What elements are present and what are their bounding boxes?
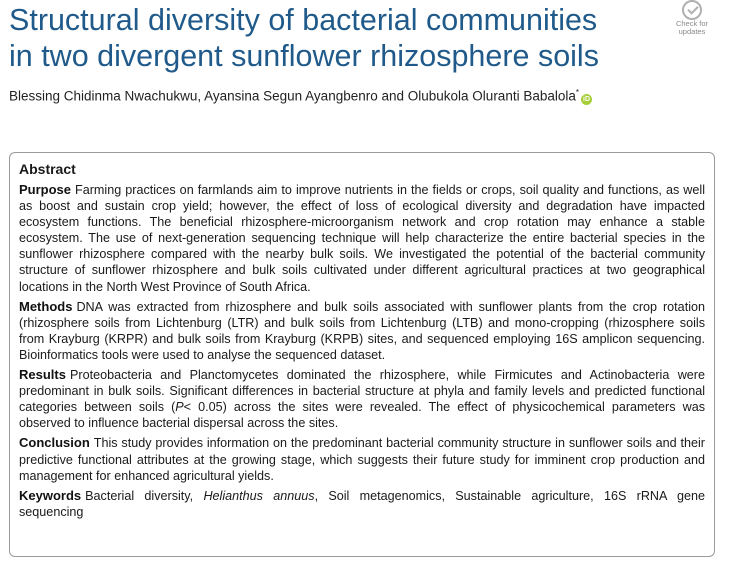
abstract-heading: Abstract xyxy=(19,161,76,177)
corresponding-author-mark: * xyxy=(575,88,579,97)
results-text-2: < 0.05) across the sites were revealed. The effect of physicochemical parameters was observed to influence bacterial dispersal across the sites. xyxy=(19,400,705,431)
purpose-text: Farming practices on farmlands aim to improve nutrients in the fields or crops, soil quality and functions, as well as boost and sustain crop yield; however, the effect of loss of ecological diversity and degradation have impacted ecosystem functions. The beneficial rhizosphere-microorganism network and crop rotation may enhance a stable ecosystem. The use of next-generation sequencing technique will help characterize the entire bacterial species in the sunflower rhizosphere compared with the nearby bulk soils. We investigated the potential of the bacterial community structure of sunflower rhizosphere and bulk soils cultivated under different agricultural practices at two geographical locations in the North West Province of South Africa. xyxy=(19,183,705,294)
paper-title xyxy=(9,2,649,74)
abstract-keywords xyxy=(19,488,705,520)
conclusion-label: Conclusion xyxy=(19,435,90,451)
results-p-symbol: P xyxy=(175,400,184,415)
keywords-italic: Helianthus annuus xyxy=(203,488,315,503)
results-text-1: Proteobacteria and Planctomycetes dominated the rhizosphere, while Firmicutes and Actinobacteria were predominant in bulk soils. Significant differences in bacterial structure at phyla and family levels and predicted functional categories between soils ( xyxy=(19,368,705,415)
crossmark-icon xyxy=(682,0,702,20)
author-list xyxy=(9,88,592,105)
abstract-conclusion xyxy=(19,435,705,483)
conclusion-text: This study provides information on the predominant bacterial community structure in sunflower soils and their predictive functional attributes at the growing stage, which suggests their future study for imminent crop production and management for enhanced agricultural yields. xyxy=(19,436,705,483)
methods-text: DNA was extracted from rhizosphere and bulk soils associated with sunflower plants from the crop rotation (rhizosphere soils from Lichtenburg (LTR) and bulk soils from Lichtenburg (LTB) and mono-cropping (rhizosphere soils from Krayburg (KRPR) and bulk soils from Krayburg (KRPB) sites, and sequenced employing 16S amplicon sequencing. Bioinformatics tools were used to analyse the sequenced dataset. xyxy=(19,299,705,362)
keywords-text-2: , Soil metagenomics, Sustainable agriculture, 16S rRNA gene sequencing xyxy=(19,488,706,519)
title-line-1: Structural diversity of bacterial communities xyxy=(9,3,598,37)
abstract-results xyxy=(19,367,705,431)
crossmark-label-1: Check for xyxy=(675,19,709,28)
purpose-label: Purpose xyxy=(19,182,72,197)
results-label: Results xyxy=(19,367,66,383)
orcid-icon[interactable]: iD xyxy=(583,95,590,103)
abstract-methods xyxy=(19,299,705,363)
abstract-purpose xyxy=(19,182,705,295)
check-for-updates-badge[interactable] xyxy=(670,0,714,36)
title-line-2: in two divergent sunflower rhizosphere soils xyxy=(9,39,599,73)
methods-label: Methods xyxy=(19,298,73,314)
authors-text: Blessing Chidinma Nwachukwu, Ayansina Segun Ayangbenro and Olubukola Oluranti Babalola xyxy=(9,88,576,104)
keywords-text-1: Bacterial diversity, xyxy=(85,488,204,503)
abstract-box xyxy=(9,152,715,557)
crossmark-label-2: updates xyxy=(678,27,706,36)
keywords-label: Keywords xyxy=(19,487,82,503)
